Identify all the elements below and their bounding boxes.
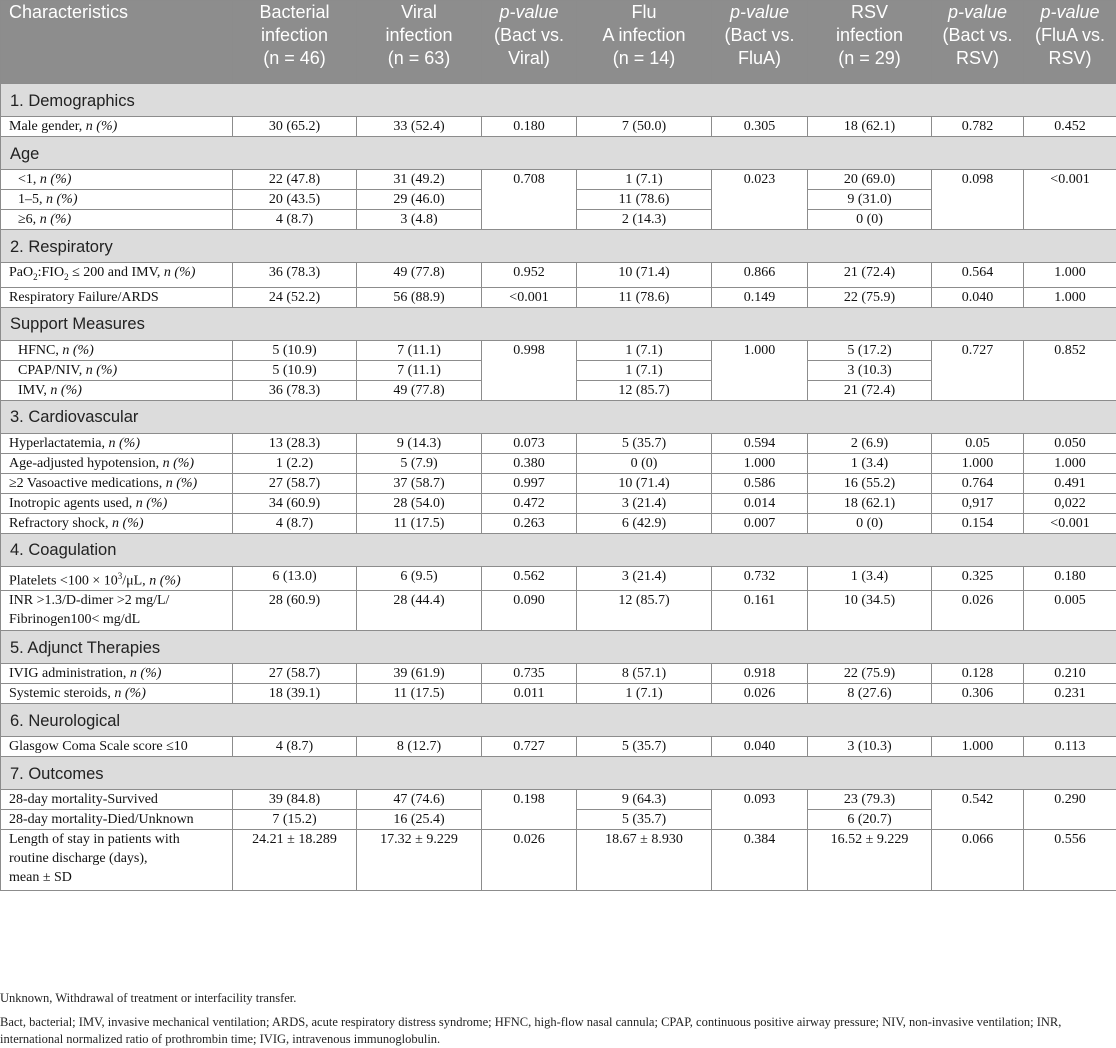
- table-cell: 24.21 ± 18.289: [233, 830, 357, 891]
- table-cell: 0.198: [482, 790, 577, 830]
- table-cell: 18 (62.1): [808, 117, 932, 137]
- table-cell: 7 (11.1): [357, 360, 482, 380]
- table-cell: 39 (84.8): [233, 790, 357, 810]
- row-label: CPAP/NIV, n (%): [1, 360, 233, 380]
- table-cell: 0 (0): [577, 453, 712, 473]
- row-label: 28-day mortality-Survived: [1, 790, 233, 810]
- table-cell: 0.113: [1024, 737, 1116, 757]
- table-cell: 20 (69.0): [808, 170, 932, 190]
- table-cell: 29 (46.0): [357, 190, 482, 210]
- table-cell: 1 (3.4): [808, 566, 932, 591]
- table-cell: 31 (49.2): [357, 170, 482, 190]
- table-cell: 0.708: [482, 170, 577, 230]
- table-cell: 0.562: [482, 566, 577, 591]
- table-cell: 6 (42.9): [577, 513, 712, 533]
- table-cell: 0.727: [482, 737, 577, 757]
- table-cell: 0.998: [482, 340, 577, 400]
- table-cell: 3 (10.3): [808, 737, 932, 757]
- table-cell: 9 (64.3): [577, 790, 712, 810]
- table-cell: 0.180: [1024, 566, 1116, 591]
- row-label: 1–5, n (%): [1, 190, 233, 210]
- table-cell: 6 (9.5): [357, 566, 482, 591]
- table-cell: 5 (10.9): [233, 360, 357, 380]
- table-cell: 0.866: [712, 263, 808, 288]
- table-cell: 0.764: [932, 473, 1024, 493]
- table-cell: 3 (4.8): [357, 210, 482, 230]
- table-cell: 0.026: [712, 684, 808, 704]
- table-row: [1, 263, 1116, 288]
- table-cell: 0.050: [1024, 433, 1116, 453]
- table-cell: 34 (60.9): [233, 493, 357, 513]
- table-cell: 0.180: [482, 117, 577, 137]
- table-cell: 1.000: [1024, 263, 1116, 288]
- table-cell: 0.149: [712, 287, 808, 307]
- table-cell: 10 (71.4): [577, 473, 712, 493]
- row-label: Length of stay in patients with routine discharge (days), mean ± SD: [1, 830, 233, 891]
- section-outcomes: 7. Outcomes: [1, 757, 1116, 790]
- table-cell: 1.000: [712, 453, 808, 473]
- table-cell: 0 (0): [808, 210, 932, 230]
- table-cell: 0.325: [932, 566, 1024, 591]
- table-cell: 0.026: [482, 830, 577, 891]
- table-cell: 0.380: [482, 453, 577, 473]
- table-cell: 8 (12.7): [357, 737, 482, 757]
- table-cell: 0.384: [712, 830, 808, 891]
- table-cell: 0,917: [932, 493, 1024, 513]
- table-cell: 1 (7.1): [577, 684, 712, 704]
- table-cell: 20 (43.5): [233, 190, 357, 210]
- row-label: INR >1.3/D-dimer >2 mg/L/ Fibrinogen100< mg/dL: [1, 591, 233, 631]
- table-cell: 0.564: [932, 263, 1024, 288]
- table-cell: 36 (78.3): [233, 263, 357, 288]
- table-cell: 16 (25.4): [357, 810, 482, 830]
- row-label: HFNC, n (%): [1, 340, 233, 360]
- table-cell: 0.128: [932, 664, 1024, 684]
- table-cell: 28 (44.4): [357, 591, 482, 631]
- footnote-unknown: Unknown, Withdrawal of treatment or interfacility transfer.: [0, 991, 297, 1005]
- row-label: 28-day mortality-Died/Unknown: [1, 810, 233, 830]
- row-label: Hyperlactatemia, n (%): [1, 433, 233, 453]
- table-cell: 0.586: [712, 473, 808, 493]
- table-cell: 6 (20.7): [808, 810, 932, 830]
- table-cell: 0.263: [482, 513, 577, 533]
- table-row: [1, 473, 1116, 493]
- table-cell: 17.32 ± 9.229: [357, 830, 482, 891]
- table-cell: 1 (7.1): [577, 360, 712, 380]
- table-row: [1, 790, 1116, 810]
- table-cell: 0.014: [712, 493, 808, 513]
- row-label: Glasgow Coma Scale score ≤10: [1, 737, 233, 757]
- table-cell: 12 (85.7): [577, 591, 712, 631]
- row-label: Inotropic agents used, n (%): [1, 493, 233, 513]
- header-rsv: RSV infection (n = 29): [808, 1, 932, 84]
- table-cell: 0.594: [712, 433, 808, 453]
- table-cell: 0.090: [482, 591, 577, 631]
- table-cell: 0.735: [482, 664, 577, 684]
- table-cell: 18 (39.1): [233, 684, 357, 704]
- table-cell: 16.52 ± 9.229: [808, 830, 932, 891]
- section-neurological: 6. Neurological: [1, 704, 1116, 737]
- table-cell: 37 (58.7): [357, 473, 482, 493]
- header-p-bact-flua: p-value (Bact vs. FluA): [712, 1, 808, 84]
- table-row: [1, 340, 1116, 360]
- table-cell: 4 (8.7): [233, 210, 357, 230]
- table-cell: 1 (7.1): [577, 170, 712, 190]
- header-viral: Viral infection (n = 63): [357, 1, 482, 84]
- table-row: [1, 493, 1116, 513]
- table-cell: 0,022: [1024, 493, 1116, 513]
- table-cell: 0.952: [482, 263, 577, 288]
- row-label: ≥2 Vasoactive medications, n (%): [1, 473, 233, 493]
- table-cell: 49 (77.8): [357, 380, 482, 400]
- table-cell: 5 (7.9): [357, 453, 482, 473]
- table-cell: 5 (35.7): [577, 737, 712, 757]
- section-respiratory: 2. Respiratory: [1, 230, 1116, 263]
- row-label: IVIG administration, n (%): [1, 664, 233, 684]
- table-cell: 21 (72.4): [808, 380, 932, 400]
- table-cell: 11 (78.6): [577, 287, 712, 307]
- table-cell: 6 (13.0): [233, 566, 357, 591]
- table-cell: 22 (75.9): [808, 287, 932, 307]
- table-cell: 5 (10.9): [233, 340, 357, 360]
- table-cell: 27 (58.7): [233, 664, 357, 684]
- table-cell: 0.005: [1024, 591, 1116, 631]
- table-cell: 12 (85.7): [577, 380, 712, 400]
- table-row: [1, 170, 1116, 190]
- table-cell: 0.542: [932, 790, 1024, 830]
- table-cell: 0.040: [712, 737, 808, 757]
- table-cell: 1.000: [1024, 287, 1116, 307]
- header-bacterial: Bacterial infection (n = 46): [233, 1, 357, 84]
- table-cell: 8 (57.1): [577, 664, 712, 684]
- row-label: Systemic steroids, n (%): [1, 684, 233, 704]
- table-cell: 0 (0): [808, 513, 932, 533]
- table-row: [1, 664, 1116, 684]
- table-cell: 7 (11.1): [357, 340, 482, 360]
- table-cell: <0.001: [1024, 513, 1116, 533]
- table-cell: 21 (72.4): [808, 263, 932, 288]
- table-cell: 0.073: [482, 433, 577, 453]
- table-cell: 10 (34.5): [808, 591, 932, 631]
- table-cell: 1.000: [1024, 453, 1116, 473]
- table-cell: 27 (58.7): [233, 473, 357, 493]
- table-cell: 3 (10.3): [808, 360, 932, 380]
- table-cell: <0.001: [1024, 170, 1116, 230]
- section-age: Age: [1, 137, 1116, 170]
- table-cell: 33 (52.4): [357, 117, 482, 137]
- table-cell: 28 (60.9): [233, 591, 357, 631]
- row-label: Refractory shock, n (%): [1, 513, 233, 533]
- header-p-flua-rsv: p-value (FluA vs. RSV): [1024, 1, 1116, 84]
- table-cell: 0.727: [932, 340, 1024, 400]
- table-cell: 18 (62.1): [808, 493, 932, 513]
- row-label: ≥6, n (%): [1, 210, 233, 230]
- table-cell: 0.556: [1024, 830, 1116, 891]
- table-row: [1, 591, 1116, 631]
- table-cell: 0.306: [932, 684, 1024, 704]
- table-cell: 23 (79.3): [808, 790, 932, 810]
- table-cell: 4 (8.7): [233, 737, 357, 757]
- table-cell: 0.093: [712, 790, 808, 830]
- table-cell: 1.000: [932, 737, 1024, 757]
- section-adjunct-therapies: 5. Adjunct Therapies: [1, 631, 1116, 664]
- table-cell: 7 (15.2): [233, 810, 357, 830]
- table-cell: 0.011: [482, 684, 577, 704]
- section-demographics: 1. Demographics: [1, 84, 1116, 117]
- table-cell: 11 (17.5): [357, 513, 482, 533]
- table-cell: 4 (8.7): [233, 513, 357, 533]
- table-cell: 5 (35.7): [577, 810, 712, 830]
- row-label: Respiratory Failure/ARDS: [1, 287, 233, 307]
- table-cell: 5 (17.2): [808, 340, 932, 360]
- row-label: $PaO_2:FIO_2 \le 200$ and IMV, n (%): [1, 263, 233, 288]
- table-cell: 11 (78.6): [577, 190, 712, 210]
- table-cell: 0.918: [712, 664, 808, 684]
- table-row: [1, 684, 1116, 704]
- table-cell: 1.000: [712, 340, 808, 400]
- header-p-bact-rsv: p-value (Bact vs. RSV): [932, 1, 1024, 84]
- table-cell: 10 (71.4): [577, 263, 712, 288]
- table-cell: 0.782: [932, 117, 1024, 137]
- section-coagulation: 4. Coagulation: [1, 533, 1116, 566]
- header-p-bact-viral: p-value (Bact vs. Viral): [482, 1, 577, 84]
- table-cell: 0.491: [1024, 473, 1116, 493]
- row-label: Platelets $<100 \times 10^3/\mu L$, n (%): [1, 566, 233, 591]
- table-cell: 39 (61.9): [357, 664, 482, 684]
- footnote-abbreviations: Bact, bacterial; IMV, invasive mechanical ventilation; ARDS, acute respiratory distress syndrome; HFNC, high-flow nasal cannula; CPAP, continuous positive airway pressure; NIV, non-invasive ventilation; INR, international normalized ratio of prothrombin time; IVIG, intravenous immunoglobulin.: [0, 1015, 1062, 1046]
- table-cell: 0.007: [712, 513, 808, 533]
- table-cell: 16 (55.2): [808, 473, 932, 493]
- table-cell: 9 (31.0): [808, 190, 932, 210]
- table-cell: 24 (52.2): [233, 287, 357, 307]
- table-cell: 0.305: [712, 117, 808, 137]
- table-cell: 1.000: [932, 453, 1024, 473]
- table-cell: 0.05: [932, 433, 1024, 453]
- row-label: IMV, n (%): [1, 380, 233, 400]
- table-cell: 22 (75.9): [808, 664, 932, 684]
- table-cell: 0.098: [932, 170, 1024, 230]
- table-cell: 2 (6.9): [808, 433, 932, 453]
- table-cell: 1 (3.4): [808, 453, 932, 473]
- table-cell: 0.452: [1024, 117, 1116, 137]
- table-cell: 47 (74.6): [357, 790, 482, 810]
- table-cell: 0.026: [932, 591, 1024, 631]
- section-cardiovascular: 3. Cardiovascular: [1, 400, 1116, 433]
- row-label: Male gender, n (%): [1, 117, 233, 137]
- table-cell: 0.231: [1024, 684, 1116, 704]
- header-row: [1, 1, 1116, 84]
- table-cell: 30 (65.2): [233, 117, 357, 137]
- table-cell: 36 (78.3): [233, 380, 357, 400]
- row-label: Age-adjusted hypotension, n (%): [1, 453, 233, 473]
- table-cell: 0.023: [712, 170, 808, 230]
- table-cell: <0.001: [482, 287, 577, 307]
- table-cell: 28 (54.0): [357, 493, 482, 513]
- table-cell: 9 (14.3): [357, 433, 482, 453]
- table-cell: 2 (14.3): [577, 210, 712, 230]
- table-cell: 0.066: [932, 830, 1024, 891]
- table-row: [1, 433, 1116, 453]
- header-characteristics: Characteristics: [1, 1, 233, 84]
- table-cell: 13 (28.3): [233, 433, 357, 453]
- table-cell: 22 (47.8): [233, 170, 357, 190]
- table-row: [1, 566, 1116, 591]
- table-cell: 0.154: [932, 513, 1024, 533]
- table-cell: 1 (2.2): [233, 453, 357, 473]
- table-cell: 18.67 ± 8.930: [577, 830, 712, 891]
- table-row: [1, 117, 1116, 137]
- header-flu-a: Flu A infection (n = 14): [577, 1, 712, 84]
- table-cell: 0.040: [932, 287, 1024, 307]
- table-cell: 3 (21.4): [577, 493, 712, 513]
- table-cell: 8 (27.6): [808, 684, 932, 704]
- table-cell: 11 (17.5): [357, 684, 482, 704]
- section-support-measures: Support Measures: [1, 307, 1116, 340]
- table-row: [1, 287, 1116, 307]
- table-cell: 1 (7.1): [577, 340, 712, 360]
- table-cell: 0.210: [1024, 664, 1116, 684]
- table-row: [1, 453, 1116, 473]
- table-cell: 0.732: [712, 566, 808, 591]
- table-cell: 0.161: [712, 591, 808, 631]
- table-cell: 3 (21.4): [577, 566, 712, 591]
- table-cell: 0.997: [482, 473, 577, 493]
- table-cell: 7 (50.0): [577, 117, 712, 137]
- table-row: [1, 737, 1116, 757]
- table-cell: 0.852: [1024, 340, 1116, 400]
- table-row: [1, 830, 1116, 891]
- table-cell: 0.290: [1024, 790, 1116, 830]
- table-row: [1, 513, 1116, 533]
- table-cell: 0.472: [482, 493, 577, 513]
- row-label: <1, n (%): [1, 170, 233, 190]
- table-cell: 5 (35.7): [577, 433, 712, 453]
- table-cell: 49 (77.8): [357, 263, 482, 288]
- table-cell: 56 (88.9): [357, 287, 482, 307]
